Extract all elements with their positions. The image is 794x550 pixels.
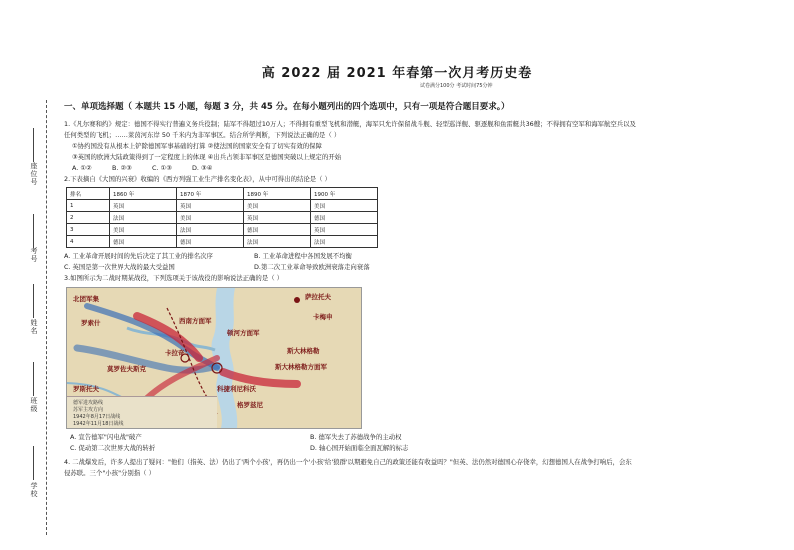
table-header-cell: 1900 年	[311, 188, 378, 200]
table-header-cell: 1860 年	[110, 188, 177, 200]
table-cell: 德国	[110, 236, 177, 248]
map-label: 萨拉托夫	[305, 293, 331, 301]
table-cell: 美国	[311, 200, 378, 212]
exam-title: 高 2022 届 2021 年春第一次月考历史卷	[261, 66, 533, 81]
q3-options-row2	[64, 443, 774, 454]
q3-option-d[interactable]: D. 轴心国开始面临全面瓦解的标志	[310, 444, 409, 452]
map-label: 罗索什	[81, 319, 101, 327]
binding-school-line	[33, 446, 34, 480]
map-label: 莫罗佐夫斯克	[107, 365, 146, 373]
table-cell: 英国	[311, 224, 378, 236]
q3-option-a[interactable]: A. 宣告德军"闪电战"破产	[70, 433, 142, 441]
stalingrad-battle-map	[66, 287, 362, 429]
binding-name-label: 姓名	[30, 319, 38, 335]
binding-dashed-line	[46, 100, 47, 535]
binding-examno-line	[33, 214, 34, 248]
table-header-cell: 排名	[67, 188, 110, 200]
q1-option-c[interactable]: C. ①③	[152, 164, 172, 172]
q1-options	[64, 163, 774, 174]
map-legend	[67, 396, 217, 429]
table-row	[67, 224, 378, 236]
table-cell: 英国	[110, 200, 177, 212]
map-label: 卡拉奇	[165, 349, 185, 357]
table-cell: 1	[67, 200, 110, 212]
q2-stem: 2.下表摘自《大国的兴衰》收编的《西方列强工业生产排名变化表》，从中可得出的结论是（ ）	[64, 175, 331, 183]
map-label: 西南方面军	[179, 317, 212, 325]
table-cell: 2	[67, 212, 110, 224]
legend-item: 德军进攻路线	[73, 400, 104, 406]
table-cell: 3	[67, 224, 110, 236]
table-cell: 美国	[110, 224, 177, 236]
q2-ranking-table	[66, 187, 378, 248]
q1-option-a[interactable]: A. ①②	[72, 164, 92, 172]
map-label: 科捷利尼科沃	[217, 385, 256, 393]
q3-stem: 3.如图所示为二战时期某战役，下列选项关于该战役的影响说法正确的是（ ）	[64, 274, 284, 282]
table-cell: 法国	[244, 236, 311, 248]
map-label: 斯大林格勒方面军	[275, 363, 327, 371]
q1-stem-line1: 1.《凡尔赛和约》规定：德国不得实行普遍义务兵役制；陆军不得超过10万人；不得拥有重型飞机和潜艇，海军只允许保留战斗舰、轻型巡洋舰、驱逐舰和鱼雷艇共36艘；不得拥有空军和海军航空兵以及	[64, 120, 636, 128]
table-cell: 法国	[110, 212, 177, 224]
saratov-city-icon	[294, 297, 300, 303]
q1-option-d[interactable]: D. ③④	[192, 164, 213, 172]
section-heading: 一、单项选择题（ 本题共 15 小题，每题 3 分，共 45 分。在每小题列出的四个选项中，只有一项是符合题目要求。）	[64, 102, 510, 112]
q4-stem-line1: 4. 二战爆发后，许多人提出了疑问："他们（指英、法）仍出了'两个小孩'，再仍出一个'小孩'给'狼群'以期避免自己的政策还能有收益吗？"但英、法仍然对德国心存侥幸，幻想德国人在战争打响后，会东	[64, 458, 632, 466]
q2-option-a[interactable]: A. 工业革命开展时间的先后决定了其工业的排名次序	[64, 252, 213, 260]
table-cell: 法国	[311, 236, 378, 248]
q1-option-b[interactable]: B. ②③	[112, 164, 132, 172]
q2-options-row2	[64, 262, 774, 273]
map-label: 格罗兹尼	[237, 401, 263, 409]
binding-name-line	[33, 284, 34, 318]
q2-options-row1	[64, 251, 774, 262]
binding-class-label: 班级	[30, 397, 38, 413]
q3-options-row1	[64, 432, 774, 443]
map-label: 卡梅申	[313, 313, 333, 321]
map-label: 北团军集	[73, 295, 99, 303]
binding-seat-line	[33, 128, 34, 162]
table-cell: 美国	[177, 212, 244, 224]
table-header-row	[67, 188, 378, 200]
binding-school-label: 学校	[30, 482, 38, 498]
table-cell: 英国	[177, 200, 244, 212]
q3-option-b[interactable]: B. 德军失去了苏德战争的主动权	[310, 433, 402, 441]
legend-item: 1942年8月17日战线	[73, 414, 121, 420]
table-cell: 4	[67, 236, 110, 248]
table-header-cell: 1870 年	[177, 188, 244, 200]
table-cell: 英国	[244, 212, 311, 224]
q2-option-d[interactable]: D.第二次工业革命导致欧洲衰落走向衰落	[254, 263, 370, 271]
table-cell: 法国	[177, 224, 244, 236]
map-label: 罗斯托夫	[73, 385, 99, 393]
q1-statement-a: ①协约国没有从根本上铲除德国军事基础的打算 ②使法国的国家安全有了切实有效的保障	[72, 142, 322, 150]
table-header-cell: 1890 年	[244, 188, 311, 200]
exam-subtitle: 试卷满分100分 考试时间75分钟	[420, 83, 493, 89]
map-label: 斯大林格勒	[287, 347, 320, 355]
exam-content	[64, 94, 774, 479]
table-cell: 德国	[177, 236, 244, 248]
q1-statement-b: ③英国的欧洲大陆政策得到了一定程度上的体现 ④出兵占领非军事区是德国突破以上规定的开始	[72, 153, 342, 161]
table-cell: 德国	[311, 212, 378, 224]
legend-item: 1942年11月18日战线	[73, 421, 124, 427]
table-row	[67, 212, 378, 224]
binding-examno-label: 考号	[30, 247, 38, 263]
map-label: 顿河方面军	[227, 329, 260, 337]
binding-class-line	[33, 362, 34, 396]
q1-stem-line2: 任何类型的飞机；……莱茵河东岸 50 千米内为非军事区。结合所学判断，下列说法正确的是（ ）	[64, 131, 341, 139]
table-cell: 德国	[244, 224, 311, 236]
legend-item: 苏军主攻方向	[73, 407, 104, 413]
table-row	[67, 200, 378, 212]
table-row	[67, 236, 378, 248]
binding-seat-label: 座位号	[30, 162, 38, 186]
q4-stem-line2: 侵苏联。三个"小孩"分别指（ ）	[64, 469, 155, 477]
q3-option-c[interactable]: C. 促动第二次世界大战的转折	[70, 444, 156, 452]
table-cell: 美国	[244, 200, 311, 212]
q2-option-c[interactable]: C. 英国是第一次世界大战的最大受益国	[64, 263, 175, 271]
q2-option-b[interactable]: B. 工业革命进程中各国发展不均衡	[254, 252, 352, 260]
